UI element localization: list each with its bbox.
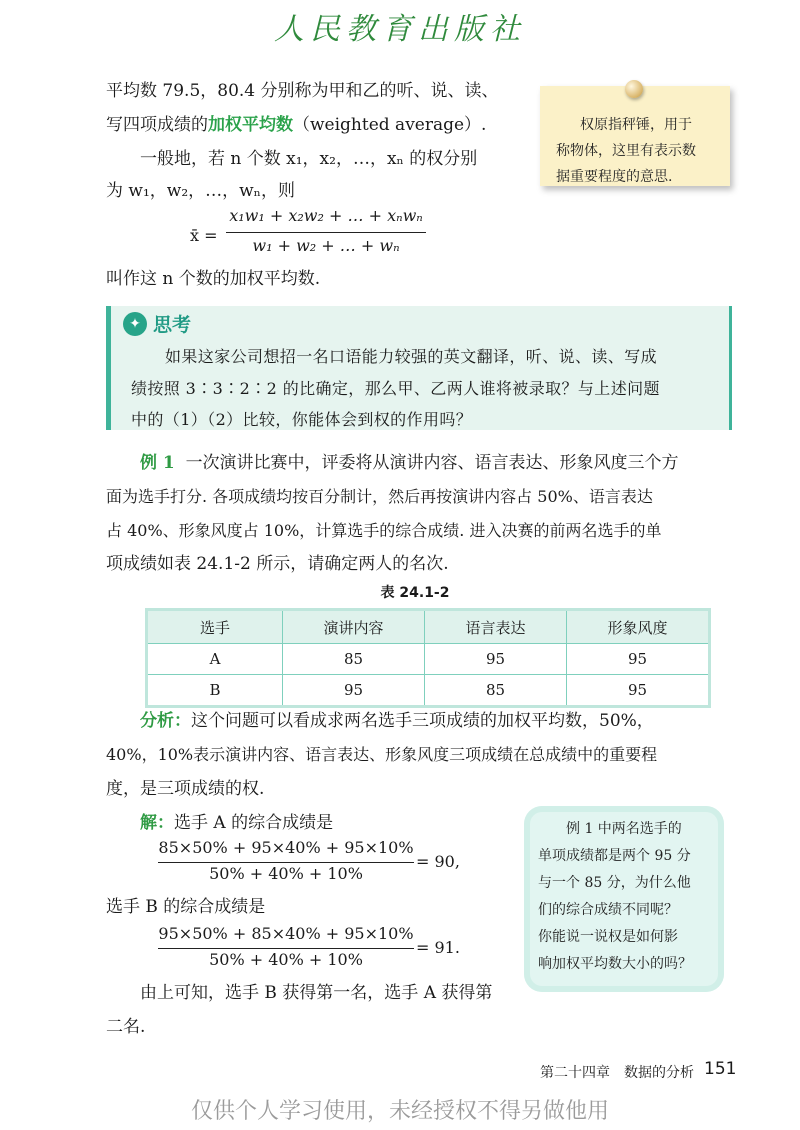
bubble-line-3: 与一个 85 分，为什么他 [538,875,691,891]
example-line-2: 面为选手打分. 各项成绩均按百分制计，然后再按演讲内容占 50%、语言表达 [106,487,653,506]
score-a-result: = 90, [416,852,460,871]
intro-line-5: 叫作这 n 个数的加权平均数. [106,269,321,289]
bubble-line-6: 响加权平均数大小的吗？ [538,956,692,972]
watermark: 仅供个人学习使用，未经授权不得另做他用 [190,1099,609,1124]
chapter-title: 第二十四章 数据的分析 [540,1065,694,1081]
sticky-note-line-2: 称物体，这里有表示数 [556,143,696,159]
bubble-line-4: 们的综合成绩不同呢？ [538,902,678,918]
question-bubble [524,806,724,992]
table-cell: 85 [425,675,567,707]
solution-line-4: 二名. [106,1017,146,1037]
analysis-line-1-text: 这个问题可以看成求两名选手三项成绩的加权平均数，50%， [191,711,654,731]
analysis-label: 分析： [140,711,191,731]
weighted-mean-lhs: x̄ = [190,226,218,245]
think-title: 思考 [153,314,192,336]
score-b-fraction-bar [158,948,414,949]
intro-line-2 [106,108,486,142]
table-cell: 95 [567,644,710,675]
example-line-1 [140,446,679,480]
weighted-mean-denominator: w₁ + w₂ + … + wₙ [252,236,400,255]
example-label: 例 1 [140,453,175,473]
score-a-fraction-bar [158,862,414,863]
table-row [147,675,710,707]
bubble-line-2: 单项成绩都是两个 95 分 [538,848,691,864]
score-b-denominator: 50% + 40% + 10% [209,950,363,969]
page-number: 151 [704,1059,737,1079]
solution-line-1 [140,806,333,840]
example-line-1-text: 一次演讲比赛中，评委将从演讲内容、语言表达、形象风度三个方 [185,453,679,473]
table-cell: 85 [283,644,425,675]
table-cell: 95 [283,675,425,707]
example-line-4: 项成绩如表 24.1-2 所示，请确定两人的名次. [106,554,449,574]
think-line-3: 中的（1）（2）比较，你能体会到权的作用吗？ [131,410,473,429]
analysis-line-1 [140,704,654,738]
intro-line-3: 一般地，若 n 个数 x₁，x₂，…，xₙ 的权分别 [140,149,478,169]
sticky-note [540,86,730,186]
solution-line-2: 选手 B 的综合成绩是 [106,897,266,917]
bulb-icon: ✦ [123,312,147,336]
intro-line-2-text: 写四项成绩的 [106,115,208,135]
sticky-note-line-3: 据重要程度的意思. [556,169,673,185]
bubble-line-1: 例 1 中两名选手的 [566,821,682,837]
intro-line-4: 为 w₁，w₂，…，wₙ，则 [106,181,296,201]
intro-line-2-english: （weighted average）. [293,115,487,135]
intro-line-1: 平均数 79.5，80.4 分别称为甲和乙的听、说、读、 [106,81,499,101]
header-language-expression: 语言表达 [425,610,567,644]
table-row [147,644,710,675]
pushpin-icon [625,80,643,98]
bubble-line-5: 你能说一说权是如何影 [538,929,678,945]
score-a-numerator: 85×50% + 95×40% + 95×10% [158,838,414,857]
think-line-1: 如果这家公司想招一名口语能力较强的英文翻译，听、说、读、写成 [165,347,658,366]
header-appearance: 形象风度 [567,610,710,644]
table-header-row [147,610,710,644]
table-cell: 95 [567,675,710,707]
header-speech-content: 演讲内容 [283,610,425,644]
score-b-result: = 91. [416,938,460,957]
score-b-numerator: 95×50% + 85×40% + 95×10% [158,924,414,943]
header-player: 选手 [147,610,283,644]
analysis-line-3: 度，是三项成绩的权. [106,779,265,799]
weighted-mean-numerator: x₁w₁ + x₂w₂ + … + xₙwₙ [229,206,423,225]
sticky-note-line-1: 权原指秤锤，用于 [580,117,692,133]
think-line-2: 绩按照 3∶3∶2∶2 的比确定，那么甲、乙两人谁将被录取？与上述问题 [131,379,660,398]
table-cell: 95 [425,644,567,675]
solution-label: 解： [140,813,174,833]
think-box [106,306,732,430]
table-caption: 表 24.1-2 [380,585,450,601]
scores-table [145,608,711,708]
weighted-mean-fraction-bar [226,232,426,233]
example-line-3: 占 40%、形象风度占 10%，计算选手的综合成绩. 进入决赛的前两名选手的单 [106,521,662,540]
publisher-logo: 人民教育出版社 [274,12,526,47]
table-cell: A [147,644,283,675]
analysis-line-2: 40%，10%表示演讲内容、语言表达、形象风度三项成绩在总成绩中的重要程 [106,745,658,764]
solution-line-3: 由上可知，选手 B 获得第一名，选手 A 获得第 [140,983,493,1003]
score-a-denominator: 50% + 40% + 10% [209,864,363,883]
table-cell: B [147,675,283,707]
weighted-average-term: 加权平均数 [208,115,293,135]
solution-line-1-text: 选手 A 的综合成绩是 [174,813,334,833]
